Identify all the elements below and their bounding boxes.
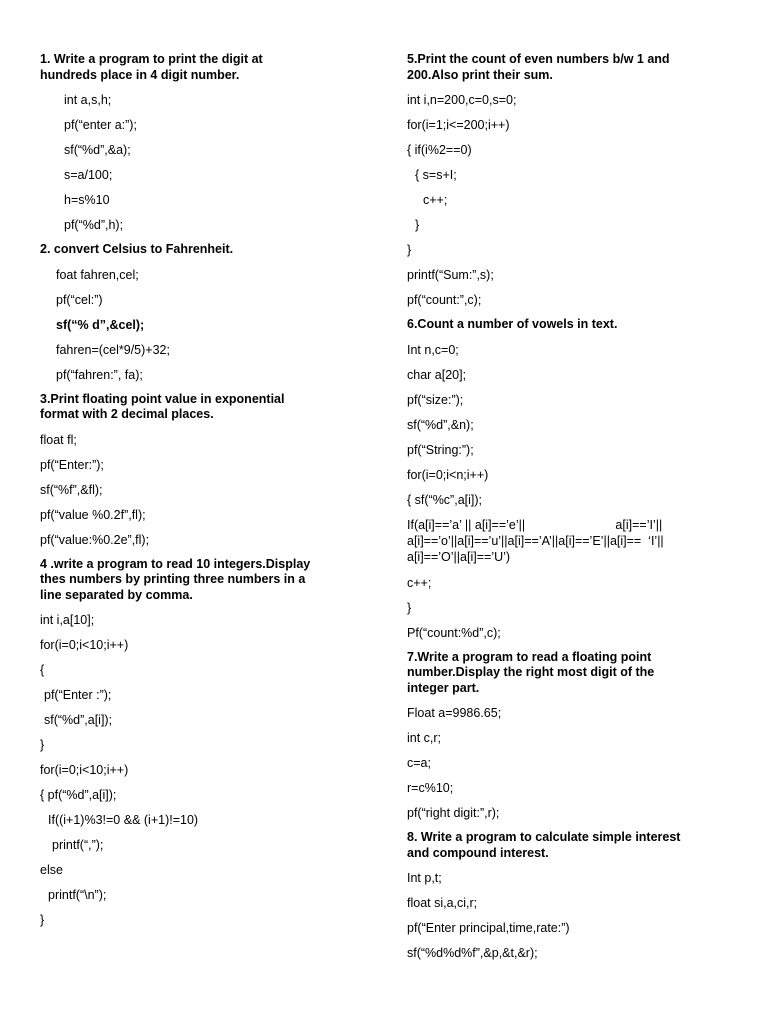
code-line: sf(“% d”,&cel); bbox=[56, 317, 145, 332]
question-1 bbox=[40, 52, 360, 242]
code-line: pf(“enter a:”); bbox=[64, 118, 137, 132]
question-7 bbox=[407, 650, 737, 831]
code-line: { s=s+I; bbox=[415, 168, 457, 182]
code-line: printf(“,”); bbox=[52, 838, 104, 852]
right-column bbox=[407, 52, 737, 970]
question-8 bbox=[407, 830, 737, 970]
code-line: pf(“fahren:”, fa); bbox=[56, 367, 143, 382]
code-line: int i,a[10]; bbox=[40, 613, 95, 627]
code-line: c=a; bbox=[407, 756, 431, 770]
question-5 bbox=[407, 52, 737, 317]
question-2 bbox=[40, 242, 360, 392]
vowel-condition-line: If(a[i]==’a’ || a[i]==’e’|| a[i]==’I’|| a[i]==’o’||a[i]==’u’||a[i]==’A’||a[i]==’E’||a[i]== ‘I’|| a[i]==’O’||a[i]==’U’) bbox=[407, 517, 664, 564]
question-6-title: 6.Count a number of vowels in text. bbox=[407, 317, 618, 331]
code-line: int i,n=200,c=0,s=0; bbox=[407, 93, 517, 107]
code-line: char a[20]; bbox=[407, 367, 467, 382]
question-8-title: 8. Write a program to calculate simple interest and compound interest. bbox=[407, 830, 681, 860]
code-line: { sf(“%c”,a[i]); bbox=[407, 492, 483, 507]
code-line: { bbox=[40, 663, 45, 677]
question-7-title: 7.Write a program to read a floating point number.Display the right most digit of the integer part. bbox=[407, 649, 655, 695]
question-3-title: 3.Print floating point value in exponential format with 2 decimal places. bbox=[40, 391, 285, 421]
code-line: Float a=9986.65; bbox=[407, 706, 502, 720]
code-line: int a,s,h; bbox=[64, 93, 112, 107]
code-line: for(i=0;i<n;i++) bbox=[407, 467, 489, 482]
question-4-title: 4 .write a program to read 10 integers.Display thes numbers by printing three numbers in a line separated by comma. bbox=[40, 556, 311, 602]
code-line: pf(“Enter:”); bbox=[40, 457, 104, 472]
code-line: } bbox=[40, 913, 45, 927]
code-line: pf(“Enter principal,time,rate:”) bbox=[407, 921, 570, 935]
code-line: } bbox=[407, 600, 412, 615]
question-3 bbox=[40, 392, 360, 557]
code-line: } bbox=[407, 243, 412, 257]
code-line: float fl; bbox=[40, 432, 77, 447]
code-line: for(i=1;i<=200;i++) bbox=[407, 118, 510, 132]
question-5-title: 5.Print the count of even numbers b/w 1 and 200.Also print their sum. bbox=[407, 52, 670, 82]
code-line: pf(“cel:”) bbox=[56, 292, 103, 307]
code-line: pf(“Enter :”); bbox=[44, 688, 112, 702]
code-line: sf(“%f”,&fl); bbox=[40, 482, 103, 497]
code-line: pf(“count:”,c); bbox=[407, 293, 482, 307]
question-2-title: 2. convert Celsius to Fahrenheit. bbox=[40, 242, 234, 256]
code-line: fahren=(cel*9/5)+32; bbox=[56, 342, 170, 357]
code-line: h=s%10 bbox=[64, 193, 110, 207]
code-line: } bbox=[415, 218, 420, 232]
code-line: for(i=0;i<10;i++) bbox=[40, 638, 129, 652]
code-line: s=a/100; bbox=[64, 168, 113, 182]
code-line: If((i+1)%3!=0 && (i+1)!=10) bbox=[48, 813, 199, 827]
code-line: sf(“%d”,&n); bbox=[407, 417, 474, 432]
code-line: pf(“size:”); bbox=[407, 392, 464, 407]
code-line: Int p,t; bbox=[407, 871, 442, 885]
code-line: else bbox=[40, 863, 63, 877]
question-1-title: 1. Write a program to print the digit at hundreds place in 4 digit number. bbox=[40, 52, 263, 82]
code-line: pf(“value:%0.2e”,fl); bbox=[40, 532, 150, 547]
question-4 bbox=[40, 557, 360, 938]
code-line: printf(“Sum:”,s); bbox=[407, 268, 494, 282]
code-line: r=c%10; bbox=[407, 781, 454, 795]
code-line: int c,r; bbox=[407, 731, 442, 745]
code-line: c++; bbox=[407, 575, 432, 590]
code-line: { pf(“%d”,a[i]); bbox=[40, 788, 117, 802]
code-line: sf(“%d”,a[i]); bbox=[44, 713, 113, 727]
code-line: sf(“%d”,&a); bbox=[64, 143, 131, 157]
code-line: c++; bbox=[423, 193, 448, 207]
code-line: for(i=0;i<10;i++) bbox=[40, 763, 129, 777]
code-line: sf(“%d%d%f”,&p,&t,&r); bbox=[407, 946, 538, 960]
code-line: pf(“%d”,h); bbox=[64, 218, 124, 232]
code-line: Int n,c=0; bbox=[407, 342, 459, 357]
code-line: pf(“value %0.2f”,fl); bbox=[40, 507, 146, 522]
code-line: { if(i%2==0) bbox=[407, 143, 472, 157]
code-line: foat fahren,cel; bbox=[56, 267, 139, 282]
code-line: pf(“right digit:”,r); bbox=[407, 806, 500, 820]
code-line: printf(“\n”); bbox=[48, 888, 107, 902]
code-line: Pf(“count:%d”,c); bbox=[407, 625, 501, 640]
question-6 bbox=[407, 317, 737, 650]
left-column bbox=[40, 52, 360, 937]
code-line: float si,a,ci,r; bbox=[407, 896, 478, 910]
code-line: pf(“String:”); bbox=[407, 442, 474, 457]
code-line: } bbox=[40, 738, 45, 752]
